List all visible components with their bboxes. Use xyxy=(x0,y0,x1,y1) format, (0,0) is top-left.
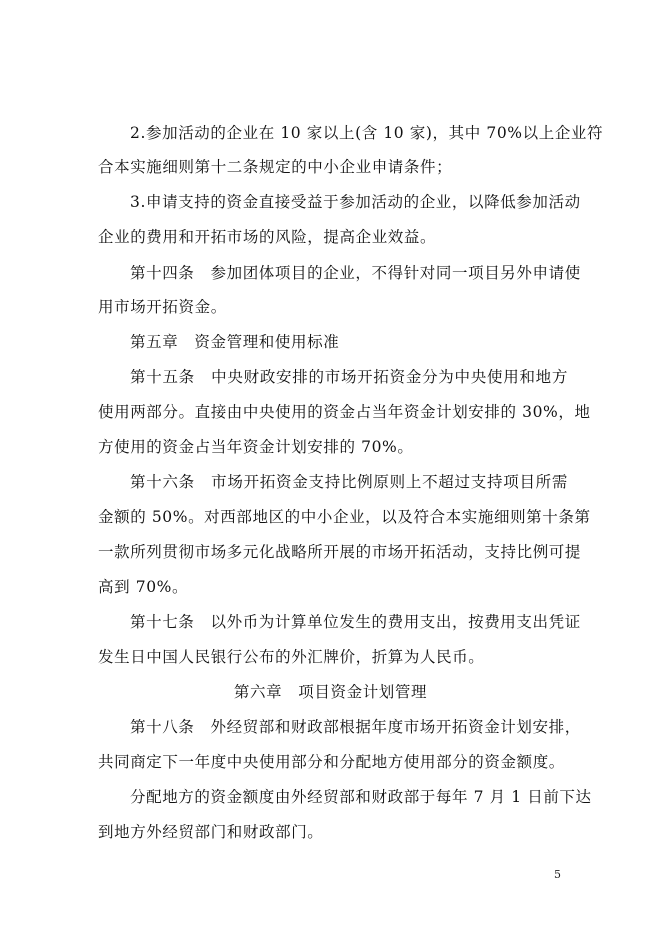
text-line-14: 高到 70%。 xyxy=(98,578,189,596)
chapter-heading-6: 第六章 项目资金计划管理 xyxy=(233,683,428,701)
text-line-5: 第十四条 参加团体项目的企业，不得针对同一项目另外申请使 xyxy=(130,264,581,282)
text-line-10: 方使用的资金占当年资金计划安排的 70%。 xyxy=(98,438,414,456)
text-line-20: 分配地方的资金额度由外经贸部和财政部于每年 7 月 1 日前下达 xyxy=(130,788,592,806)
text-line-11: 第十六条 市场开拓资金支持比例原则上不超过支持项目所需 xyxy=(130,473,568,491)
text-line-4: 企业的费用和开拓市场的风险，提高企业效益。 xyxy=(98,228,437,246)
text-line-18: 第十八条 外经贸部和财政部根据年度市场开拓资金计划安排， xyxy=(130,718,581,736)
text-line-2: 合本实施细则第十二条规定的中小企业申请条件； xyxy=(98,158,453,176)
text-line-13: 一款所列贯彻市场多元化战略所开展的市场开拓活动，支持比例可提 xyxy=(98,543,582,561)
chapter-heading-5: 第五章 资金管理和使用标准 xyxy=(130,333,340,351)
text-line-3: 3.申请支持的资金直接受益于参加活动的企业，以降低参加活动 xyxy=(130,193,581,211)
text-line-15: 第十七条 以外币为计算单位发生的费用支出，按费用支出凭证 xyxy=(130,613,581,631)
text-line-9: 使用两部分。直接由中央使用的资金占当年资金计划安排的 30%，地 xyxy=(98,403,591,421)
text-line-6: 用市场开拓资金。 xyxy=(98,298,227,316)
text-line-21: 到地方外经贸部门和财政部门。 xyxy=(98,823,324,841)
text-line-12: 金额的 50%。对西部地区的中小企业，以及符合本实施细则第十条第 xyxy=(98,508,591,526)
text-line-19: 共同商定下一年度中央使用部分和分配地方使用部分的资金额度。 xyxy=(98,753,565,771)
page-number: 5 xyxy=(554,868,561,881)
text-line-1: 2.参加活动的企业在 10 家以上(含 10 家)，其中 70%以上企业符 xyxy=(130,124,604,142)
text-line-8: 第十五条 中央财政安排的市场开拓资金分为中央使用和地方 xyxy=(130,368,568,386)
text-line-16: 发生日中国人民银行公布的外汇牌价，折算为人民币。 xyxy=(98,648,485,666)
